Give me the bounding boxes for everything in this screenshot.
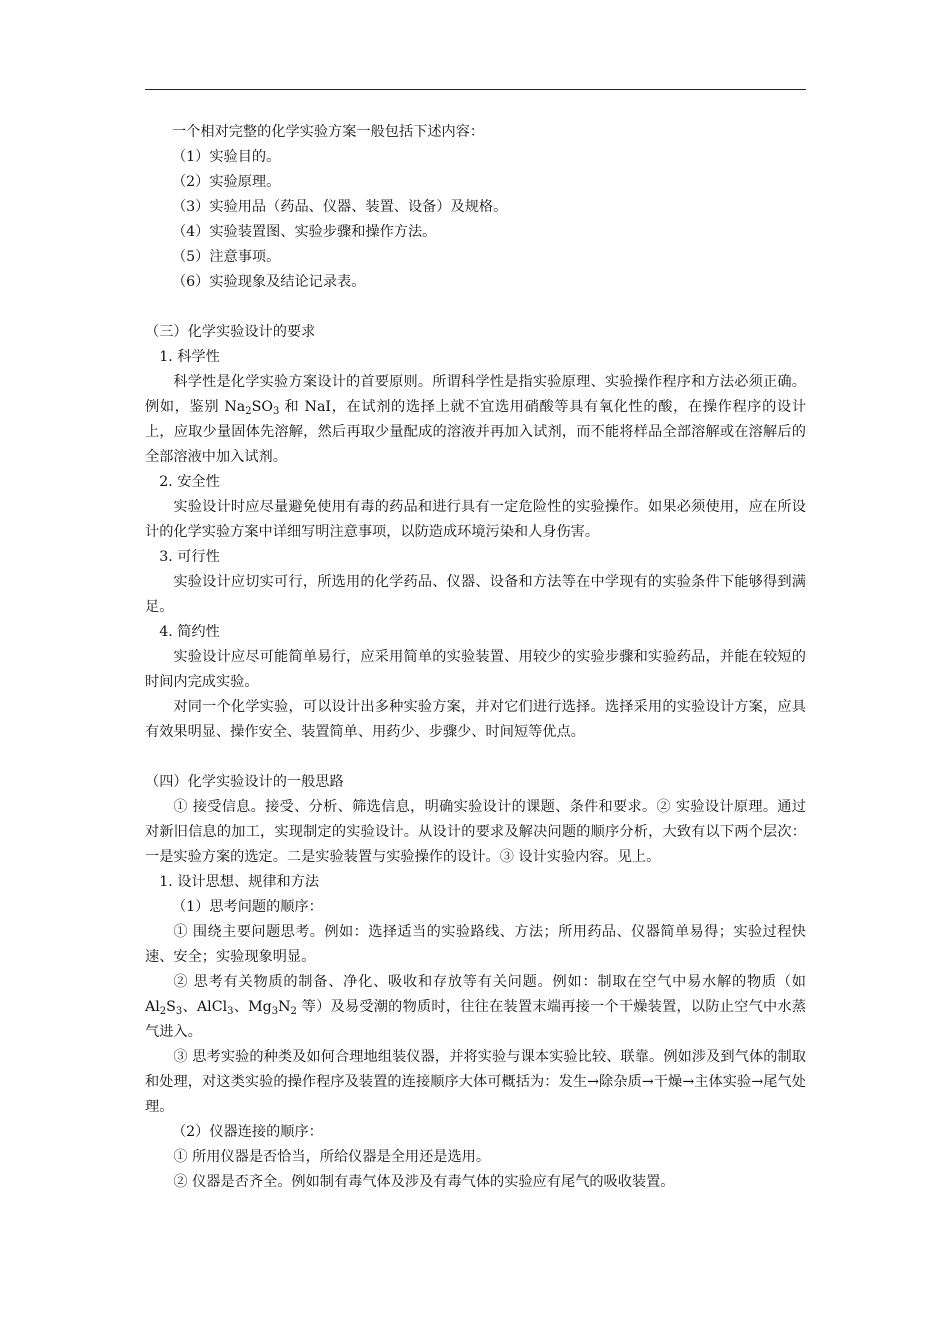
subsection-heading: 1. 科学性 (159, 349, 220, 365)
header-rule (145, 89, 806, 90)
subsubsection-heading: （1）思考问题的顺序： (171, 899, 323, 915)
paragraph-feasibility: 实验设计应切实可行，所选用的化学药品、仪器、设备和方法等在中学现有的实验条件下能够得到满足。 (145, 574, 806, 615)
paragraph-scientific: 科学性是化学实验方案设计的首要原则。所谓科学性是指实验原理、实验操作程序和方法必须正确。例如，鉴别 $Na_2SO_3$ 和 NaI，在试剂的选择上就不宜选用硝酸等具有氧化性的酸，在操作程序的设计上，应取少量固体先溶解，然后再取少量配成的溶液并再加入试剂，而不能将样品全部溶解或在溶解后的全部溶液中加入试剂。 (145, 374, 807, 465)
subsubsection-heading: （2）仪器连接的顺序： (171, 1124, 323, 1140)
paragraph-safety: 实验设计时应尽量避免使用有毒的药品和进行具有一定危险性的实验操作。如果必须使用，应在所设计的化学实验方案中详细写明注意事项，以防造成环境污染和人身伤害。 (145, 499, 806, 540)
intro-lead: 一个相对完整的化学实验方案一般包括下述内容： (171, 124, 485, 140)
intro-item: （2）实验原理。 (171, 174, 281, 190)
paragraph-simplicity: 实验设计应尽可能简单易行，应采用简单的实验装置、用较少的实验步骤和实验药品，并能在较短的时间内完成实验。 (145, 649, 806, 690)
subsection-heading: 2. 安全性 (159, 474, 220, 490)
paragraph-general-approach: ① 接受信息。接受、分析、筛选信息，明确实验设计的课题、条件和要求。② 实验设计原理。通过对新旧信息的加工，实现制定的实验设计。从设计的要求及解决问题的顺序分析，大致有以下两个层次：一是实验方案的选定。二是实验装置与实验操作的设计。③ 设计实验内容。见上。 (145, 799, 806, 865)
intro-item: （3）实验用品（药品、仪器、装置、设备）及规格。 (171, 199, 508, 215)
paragraph-item: ② 仪器是否齐全。例如制有毒气体及涉及有毒气体的实验应有尾气的吸收装置。 (173, 1174, 675, 1190)
paragraph-selection: 对同一个化学实验，可以设计出多种实验方案，并对它们进行选择。选择采用的实验设计方案，应具有效果明显、操作安全、装置简单、用药少、步骤少、时间短等优点。 (145, 699, 806, 740)
paragraph-item: ② 思考有关物质的制备、净化、吸收和存放等有关问题。例如：制取在空气中易水解的物质（如 $Al_2S_3$、AlCl$_3$、$Mg_3N_2$ 等）及易受潮的物质时，往往在装置末端再接一个干燥装置，以防止空气中水蒸气进入。 (145, 974, 807, 1040)
intro-item: （5）注意事项。 (171, 249, 281, 265)
subsection-heading: 3. 可行性 (159, 549, 220, 565)
subsection-heading: 4. 简约性 (159, 624, 220, 640)
paragraph-item: ① 所用仪器是否恰当，所给仪器是全用还是选用。 (173, 1149, 491, 1165)
paragraph-item: ① 围绕主要问题思考。例如：选择适当的实验路线、方法；所用药品、仪器简单易得；实验过程快速、安全；实验现象明显。 (145, 924, 806, 965)
section-heading: （三）化学实验设计的要求 (145, 324, 316, 340)
paragraph-item: ③ 思考实验的种类及如何合理地组装仪器，并将实验与课本实验比较、联靠。例如涉及到气体的制取和处理，对这类实验的操作程序及装置的连接顺序大体可概括为：发生→除杂质→干燥→主体实验→尾气处理。 (145, 1049, 806, 1115)
section-heading: （四）化学实验设计的一般思路 (145, 774, 344, 790)
document-body (145, 120, 806, 1195)
intro-item: （4）实验装置图、实验步骤和操作方法。 (171, 224, 437, 240)
subsection-heading: 1. 设计思想、规律和方法 (159, 874, 320, 890)
intro-item: （1）实验目的。 (171, 149, 281, 165)
intro-item: （6）实验现象及结论记录表。 (171, 274, 366, 290)
